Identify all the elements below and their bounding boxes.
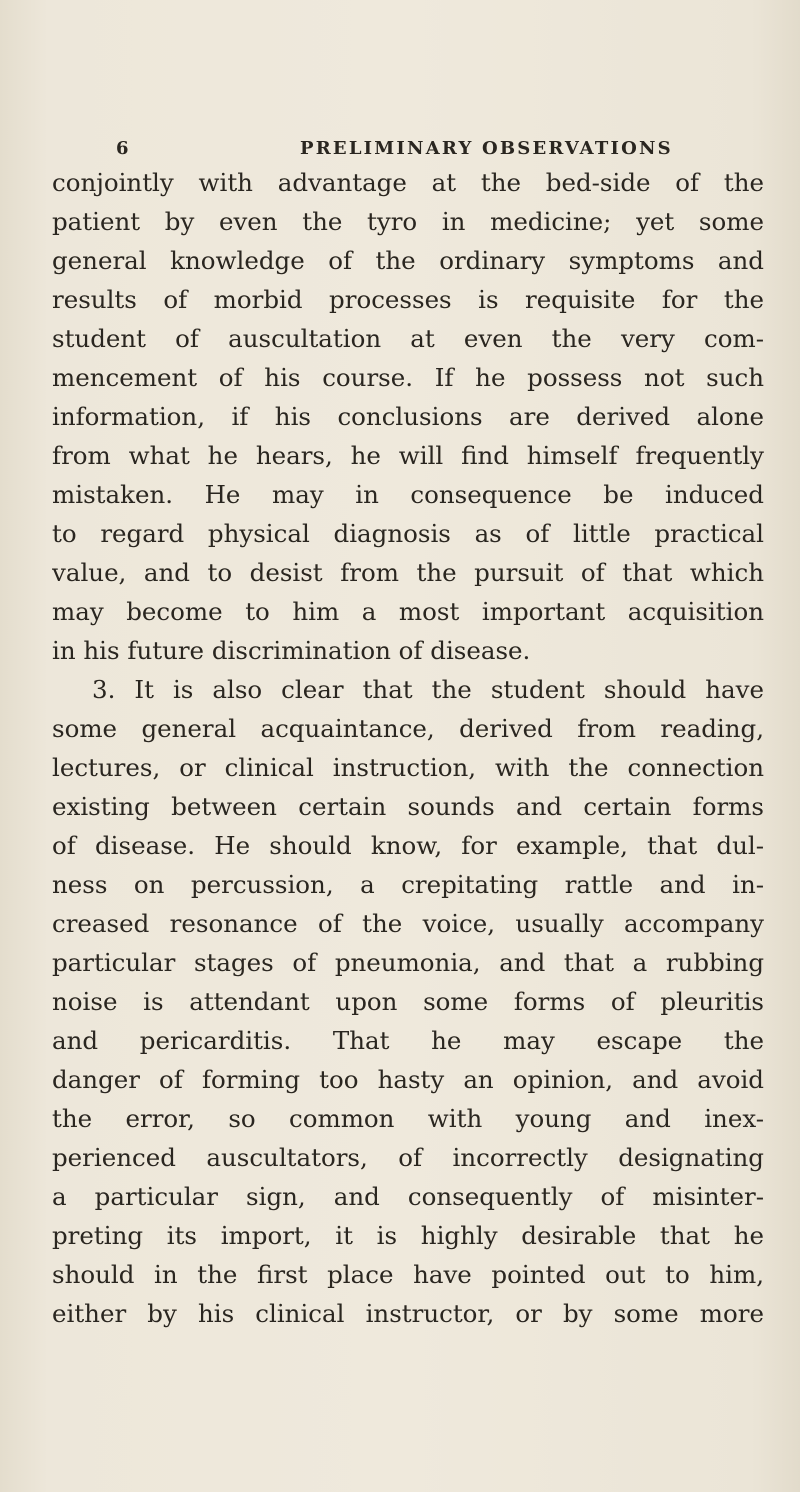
text-line: and pericarditis. That he may escape the xyxy=(52,1026,764,1055)
text-line: noise is attendant upon some forms of pleuritis xyxy=(52,987,764,1016)
text-line: to regard physical diagnosis as of little practical xyxy=(52,519,764,548)
text-line: should in the first place have pointed out to him, xyxy=(52,1260,764,1289)
text-line: lectures, or clinical instruction, with the connection xyxy=(52,753,764,782)
text-line: results of morbid processes is requisite for the xyxy=(52,285,764,314)
body-text xyxy=(52,163,764,1333)
text-line: creased resonance of the voice, usually accompany xyxy=(52,909,764,938)
text-line: value, and to desist from the pursuit of that which xyxy=(52,558,764,587)
text-line: particular stages of pneumonia, and that a rubbing xyxy=(52,948,764,977)
text-line: a particular sign, and consequently of misinter- xyxy=(52,1182,764,1211)
text-line: ness on percussion, a crepitating rattle and in- xyxy=(52,870,764,899)
text-line: from what he hears, he will find himself frequently xyxy=(52,441,764,470)
running-title: PRELIMINARY OBSERVATIONS xyxy=(300,138,673,159)
text-line: danger of forming too hasty an opinion, and avoid xyxy=(52,1065,764,1094)
text-line: general knowledge of the ordinary symptoms and xyxy=(52,246,764,275)
text-line: either by his clinical instructor, or by some more xyxy=(52,1299,764,1328)
text-line: perienced auscultators, of incorrectly designating xyxy=(52,1143,764,1172)
text-line: mencement of his course. If he possess not such xyxy=(52,363,764,392)
text-line: mistaken. He may in consequence be induced xyxy=(52,480,764,509)
text-line: the error, so common with young and inex- xyxy=(52,1104,764,1133)
paragraph-end-line: in his future discrimination of disease. xyxy=(52,636,531,665)
paragraph-start-line: 3. It is also clear that the student should have xyxy=(92,675,764,704)
text-line: student of auscultation at even the very com- xyxy=(52,324,764,353)
text-line: information, if his conclusions are derived alone xyxy=(52,402,764,431)
text-line: preting its import, it is highly desirable that he xyxy=(52,1221,764,1250)
text-line: some general acquaintance, derived from reading, xyxy=(52,714,764,743)
text-line: conjointly with advantage at the bed-side of the xyxy=(52,168,764,197)
page-number: 6 xyxy=(116,138,131,159)
text-line: existing between certain sounds and certain forms xyxy=(52,792,764,821)
text-line: of disease. He should know, for example, that dul- xyxy=(52,831,764,860)
running-head xyxy=(116,134,676,164)
text-line: patient by even the tyro in medicine; yet some xyxy=(52,207,764,236)
text-line: may become to him a most important acquisition xyxy=(52,597,764,626)
